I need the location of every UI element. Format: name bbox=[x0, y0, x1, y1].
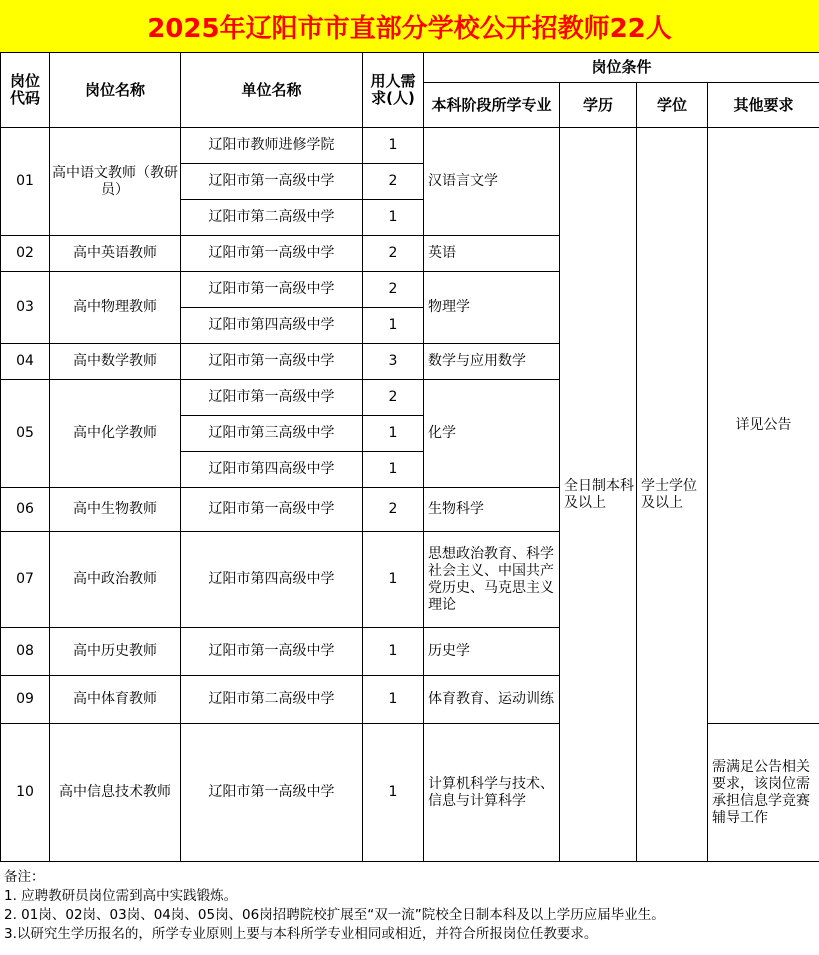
cell-code: 04 bbox=[1, 344, 50, 380]
cell-unit: 辽阳市第四高级中学 bbox=[181, 308, 363, 344]
cell-count: 1 bbox=[363, 416, 424, 452]
table-body bbox=[1, 128, 819, 862]
table-row bbox=[1, 128, 819, 164]
cell-other-special: 需满足公告相关要求，该岗位需承担信息学竞赛辅导工作 bbox=[708, 724, 819, 862]
header-conditions: 岗位条件 bbox=[424, 53, 819, 83]
cell-major: 化学 bbox=[424, 380, 560, 488]
header-code: 岗位代码 bbox=[1, 53, 50, 128]
note-item: 1. 应聘教研员岗位需到高中实践锻炼。 bbox=[4, 888, 238, 904]
header-degree: 学位 bbox=[637, 83, 708, 128]
cell-code: 01 bbox=[1, 128, 50, 236]
cell-unit: 辽阳市第三高级中学 bbox=[181, 416, 363, 452]
cell-major: 数学与应用数学 bbox=[424, 344, 560, 380]
cell-count: 3 bbox=[363, 344, 424, 380]
cell-position-name: 高中信息技术教师 bbox=[50, 724, 181, 862]
cell-unit: 辽阳市第一高级中学 bbox=[181, 488, 363, 532]
notes-section bbox=[4, 868, 816, 944]
cell-code: 06 bbox=[1, 488, 50, 532]
cell-code: 05 bbox=[1, 380, 50, 488]
page-title: 2025年辽阳市市直部分学校公开招教师22人 bbox=[0, 0, 819, 53]
cell-code: 07 bbox=[1, 532, 50, 628]
cell-unit: 辽阳市第二高级中学 bbox=[181, 676, 363, 724]
cell-count: 1 bbox=[363, 308, 424, 344]
cell-code: 10 bbox=[1, 724, 50, 862]
cell-count: 2 bbox=[363, 380, 424, 416]
cell-major: 汉语言文学 bbox=[424, 128, 560, 236]
cell-count: 1 bbox=[363, 532, 424, 628]
cell-code: 09 bbox=[1, 676, 50, 724]
cell-count: 1 bbox=[363, 128, 424, 164]
cell-major: 思想政治教育、科学社会主义、中国共产党历史、马克思主义理论 bbox=[424, 532, 560, 628]
cell-unit: 辽阳市第一高级中学 bbox=[181, 164, 363, 200]
cell-position-name: 高中语文教师（教研员） bbox=[50, 128, 181, 236]
notes-heading: 备注： bbox=[4, 869, 45, 885]
cell-unit: 辽阳市第四高级中学 bbox=[181, 452, 363, 488]
note-item: 2. 01岗、02岗、03岗、04岗、05岗、06岗招聘院校扩展至“双一流”院校全日制本科及以上学历应届毕业生。 bbox=[4, 907, 665, 923]
cell-count: 2 bbox=[363, 272, 424, 308]
cell-education: 全日制本科及以上 bbox=[560, 128, 637, 862]
cell-unit: 辽阳市第一高级中学 bbox=[181, 272, 363, 308]
cell-code: 03 bbox=[1, 272, 50, 344]
header-count: 用人需求(人) bbox=[363, 53, 424, 128]
cell-major: 历史学 bbox=[424, 628, 560, 676]
cell-major: 英语 bbox=[424, 236, 560, 272]
cell-unit: 辽阳市第一高级中学 bbox=[181, 628, 363, 676]
cell-position-name: 高中体育教师 bbox=[50, 676, 181, 724]
header-education: 学历 bbox=[560, 83, 637, 128]
cell-code: 02 bbox=[1, 236, 50, 272]
cell-count: 1 bbox=[363, 628, 424, 676]
note-item: 3.以研究生学历报名的，所学专业原则上要与本科所学专业相同或相近，并符合所报岗位任教要求。 bbox=[4, 926, 598, 942]
cell-position-name: 高中物理教师 bbox=[50, 272, 181, 344]
cell-unit: 辽阳市第四高级中学 bbox=[181, 532, 363, 628]
cell-position-name: 高中英语教师 bbox=[50, 236, 181, 272]
cell-unit: 辽阳市第一高级中学 bbox=[181, 724, 363, 862]
cell-unit: 辽阳市教师进修学院 bbox=[181, 128, 363, 164]
cell-position-name: 高中化学教师 bbox=[50, 380, 181, 488]
cell-count: 1 bbox=[363, 676, 424, 724]
cell-unit: 辽阳市第一高级中学 bbox=[181, 380, 363, 416]
header-other: 其他要求 bbox=[708, 83, 819, 128]
cell-count: 1 bbox=[363, 200, 424, 236]
cell-code: 08 bbox=[1, 628, 50, 676]
cell-major: 物理学 bbox=[424, 272, 560, 344]
cell-position-name: 高中历史教师 bbox=[50, 628, 181, 676]
cell-position-name: 高中政治教师 bbox=[50, 532, 181, 628]
cell-major: 生物科学 bbox=[424, 488, 560, 532]
cell-major: 体育教育、运动训练 bbox=[424, 676, 560, 724]
cell-count: 1 bbox=[363, 724, 424, 862]
cell-position-name: 高中生物教师 bbox=[50, 488, 181, 532]
header-major: 本科阶段所学专业 bbox=[424, 83, 560, 128]
cell-unit: 辽阳市第二高级中学 bbox=[181, 200, 363, 236]
header-name: 岗位名称 bbox=[50, 53, 181, 128]
cell-degree: 学士学位及以上 bbox=[637, 128, 708, 862]
cell-count: 2 bbox=[363, 488, 424, 532]
cell-position-name: 高中数学教师 bbox=[50, 344, 181, 380]
cell-unit: 辽阳市第一高级中学 bbox=[181, 236, 363, 272]
cell-major: 计算机科学与技术、信息与计算科学 bbox=[424, 724, 560, 862]
cell-other-common: 详见公告 bbox=[708, 128, 819, 724]
cell-count: 1 bbox=[363, 452, 424, 488]
cell-count: 2 bbox=[363, 164, 424, 200]
header-unit: 单位名称 bbox=[181, 53, 363, 128]
cell-count: 2 bbox=[363, 236, 424, 272]
recruitment-table bbox=[0, 52, 819, 862]
cell-unit: 辽阳市第一高级中学 bbox=[181, 344, 363, 380]
